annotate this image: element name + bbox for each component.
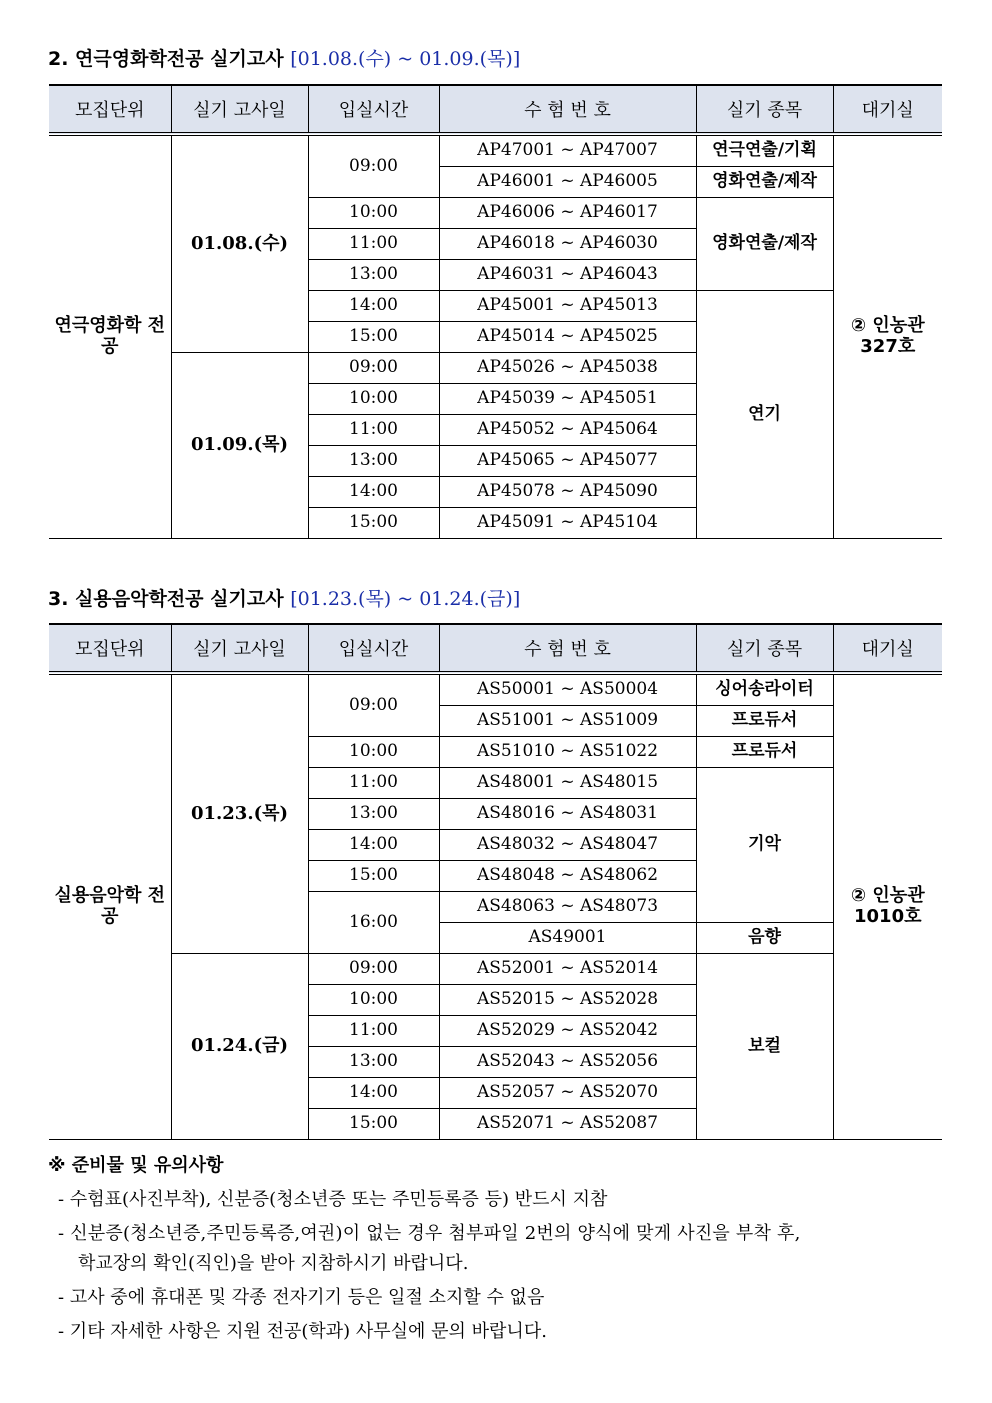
header-room: 대기실 (833, 85, 942, 134)
time-cell: 13:00 (308, 446, 439, 477)
number-cell: AS48001 ~ AS48015 (439, 768, 696, 799)
subject-cell: 영화연출/제작 (696, 167, 833, 198)
time-cell: 09:00 (308, 954, 439, 985)
header-time: 입실시간 (308, 624, 439, 673)
number-cell: AS52071 ~ AS52087 (439, 1109, 696, 1140)
number-cell: AS51001 ~ AS51009 (439, 706, 696, 737)
number-cell: AS52001 ~ AS52014 (439, 954, 696, 985)
number-cell: AP46001 ~ AP46005 (439, 167, 696, 198)
number-cell: AP45039 ~ AP45051 (439, 384, 696, 415)
number-cell: AS50001 ~ AS50004 (439, 673, 696, 706)
number-cell: AP47001 ~ AP47007 (439, 134, 696, 167)
section3-table (49, 623, 942, 1140)
number-cell: AS51010 ~ AS51022 (439, 737, 696, 768)
time-cell: 09:00 (308, 134, 439, 198)
header-subject: 실기 종목 (696, 624, 833, 673)
note-item-continuation: 학교장의 확인(직인)을 받아 지참하시기 바랍니다. (78, 1253, 469, 1274)
subject-cell: 연극연출/기획 (696, 134, 833, 167)
time-cell: 10:00 (308, 198, 439, 229)
header-unit: 모집단위 (49, 85, 171, 134)
time-cell: 10:00 (308, 384, 439, 415)
table-row (49, 134, 942, 167)
section2-date-range: [01.08.(수) ~ 01.09.(목)] (290, 48, 521, 70)
subject-cell: 보컬 (696, 954, 833, 1140)
header-number: 수 험 번 호 (439, 624, 696, 673)
subject-cell: 기악 (696, 768, 833, 923)
time-cell: 11:00 (308, 415, 439, 446)
number-cell: AS52057 ~ AS52070 (439, 1078, 696, 1109)
number-cell: AP45078 ~ AP45090 (439, 477, 696, 508)
number-cell: AS48063 ~ AS48073 (439, 892, 696, 923)
date-cell: 01.23.(목) (171, 673, 308, 954)
time-cell: 14:00 (308, 477, 439, 508)
number-cell: AP46006 ~ AP46017 (439, 198, 696, 229)
time-cell: 14:00 (308, 291, 439, 322)
table-row (49, 954, 942, 985)
number-cell: AP46031 ~ AP46043 (439, 260, 696, 291)
time-cell: 15:00 (308, 508, 439, 539)
time-cell: 11:00 (308, 768, 439, 799)
subject-cell: 프로듀서 (696, 737, 833, 768)
unit-cell: 실용음악학 전공 (49, 673, 171, 1140)
number-cell: AS52015 ~ AS52028 (439, 985, 696, 1016)
number-cell: AP45065 ~ AP45077 (439, 446, 696, 477)
section3-title-text: 3. 실용음악학전공 실기고사 (48, 588, 284, 610)
subject-cell: 음향 (696, 923, 833, 954)
time-cell: 15:00 (308, 861, 439, 892)
section2-table (49, 84, 942, 539)
unit-cell: 연극영화학 전공 (49, 134, 171, 539)
time-cell: 09:00 (308, 353, 439, 384)
number-cell: AP45091 ~ AP45104 (439, 508, 696, 539)
header-number: 수 험 번 호 (439, 85, 696, 134)
header-room: 대기실 (833, 624, 942, 673)
section2-title (48, 44, 520, 71)
room-cell: ② 인농관 1010호 (833, 673, 942, 1140)
number-cell: AP45052 ~ AP45064 (439, 415, 696, 446)
notes-heading: ※ 준비물 및 유의사항 (48, 1155, 224, 1176)
notes-section (48, 1151, 948, 1351)
time-cell: 13:00 (308, 260, 439, 291)
time-cell: 14:00 (308, 830, 439, 861)
number-cell: AS48032 ~ AS48047 (439, 830, 696, 861)
note-item: - 고사 중에 휴대폰 및 각종 전자기기 등은 일절 소지할 수 없음 (58, 1287, 545, 1308)
time-cell: 13:00 (308, 1047, 439, 1078)
note-item: - 신분증(청소년증,주민등록증,여권)이 없는 경우 첨부파일 2번의 양식에 맞게 사진을 부착 후, (58, 1223, 801, 1244)
time-cell: 15:00 (308, 1109, 439, 1140)
subject-cell: 프로듀서 (696, 706, 833, 737)
section2-title-text: 2. 연극영화학전공 실기고사 (48, 48, 284, 70)
header-date: 실기 고사일 (171, 85, 308, 134)
number-cell: AS48048 ~ AS48062 (439, 861, 696, 892)
number-cell: AP45014 ~ AP45025 (439, 322, 696, 353)
header-unit: 모집단위 (49, 624, 171, 673)
number-cell: AS48016 ~ AS48031 (439, 799, 696, 830)
table-header-row (49, 624, 942, 673)
table-row (49, 673, 942, 706)
time-cell: 10:00 (308, 985, 439, 1016)
note-item: - 수험표(사진부착), 신분증(청소년증 또는 주민등록증 등) 반드시 지참 (58, 1189, 608, 1210)
header-subject: 실기 종목 (696, 85, 833, 134)
time-cell: 13:00 (308, 799, 439, 830)
subject-cell: 연기 (696, 291, 833, 539)
time-cell: 14:00 (308, 1078, 439, 1109)
number-cell: AS52029 ~ AS52042 (439, 1016, 696, 1047)
room-cell: ② 인농관 327호 (833, 134, 942, 539)
time-cell: 16:00 (308, 892, 439, 954)
date-cell: 01.08.(수) (171, 134, 308, 353)
section3-title (48, 584, 520, 611)
time-cell: 10:00 (308, 737, 439, 768)
time-cell: 15:00 (308, 322, 439, 353)
date-cell: 01.24.(금) (171, 954, 308, 1140)
header-time: 입실시간 (308, 85, 439, 134)
number-cell: AS49001 (439, 923, 696, 954)
number-cell: AP46018 ~ AP46030 (439, 229, 696, 260)
subject-cell: 싱어송라이터 (696, 673, 833, 706)
subject-cell: 영화연출/제작 (696, 198, 833, 291)
number-cell: AP45026 ~ AP45038 (439, 353, 696, 384)
section3-date-range: [01.23.(목) ~ 01.24.(금)] (290, 588, 521, 610)
note-item: - 기타 자세한 사항은 지원 전공(학과) 사무실에 문의 바랍니다. (58, 1321, 547, 1342)
time-cell: 09:00 (308, 673, 439, 737)
table-header-row (49, 85, 942, 134)
number-cell: AS52043 ~ AS52056 (439, 1047, 696, 1078)
time-cell: 11:00 (308, 229, 439, 260)
time-cell: 11:00 (308, 1016, 439, 1047)
date-cell: 01.09.(목) (171, 353, 308, 539)
number-cell: AP45001 ~ AP45013 (439, 291, 696, 322)
header-date: 실기 고사일 (171, 624, 308, 673)
